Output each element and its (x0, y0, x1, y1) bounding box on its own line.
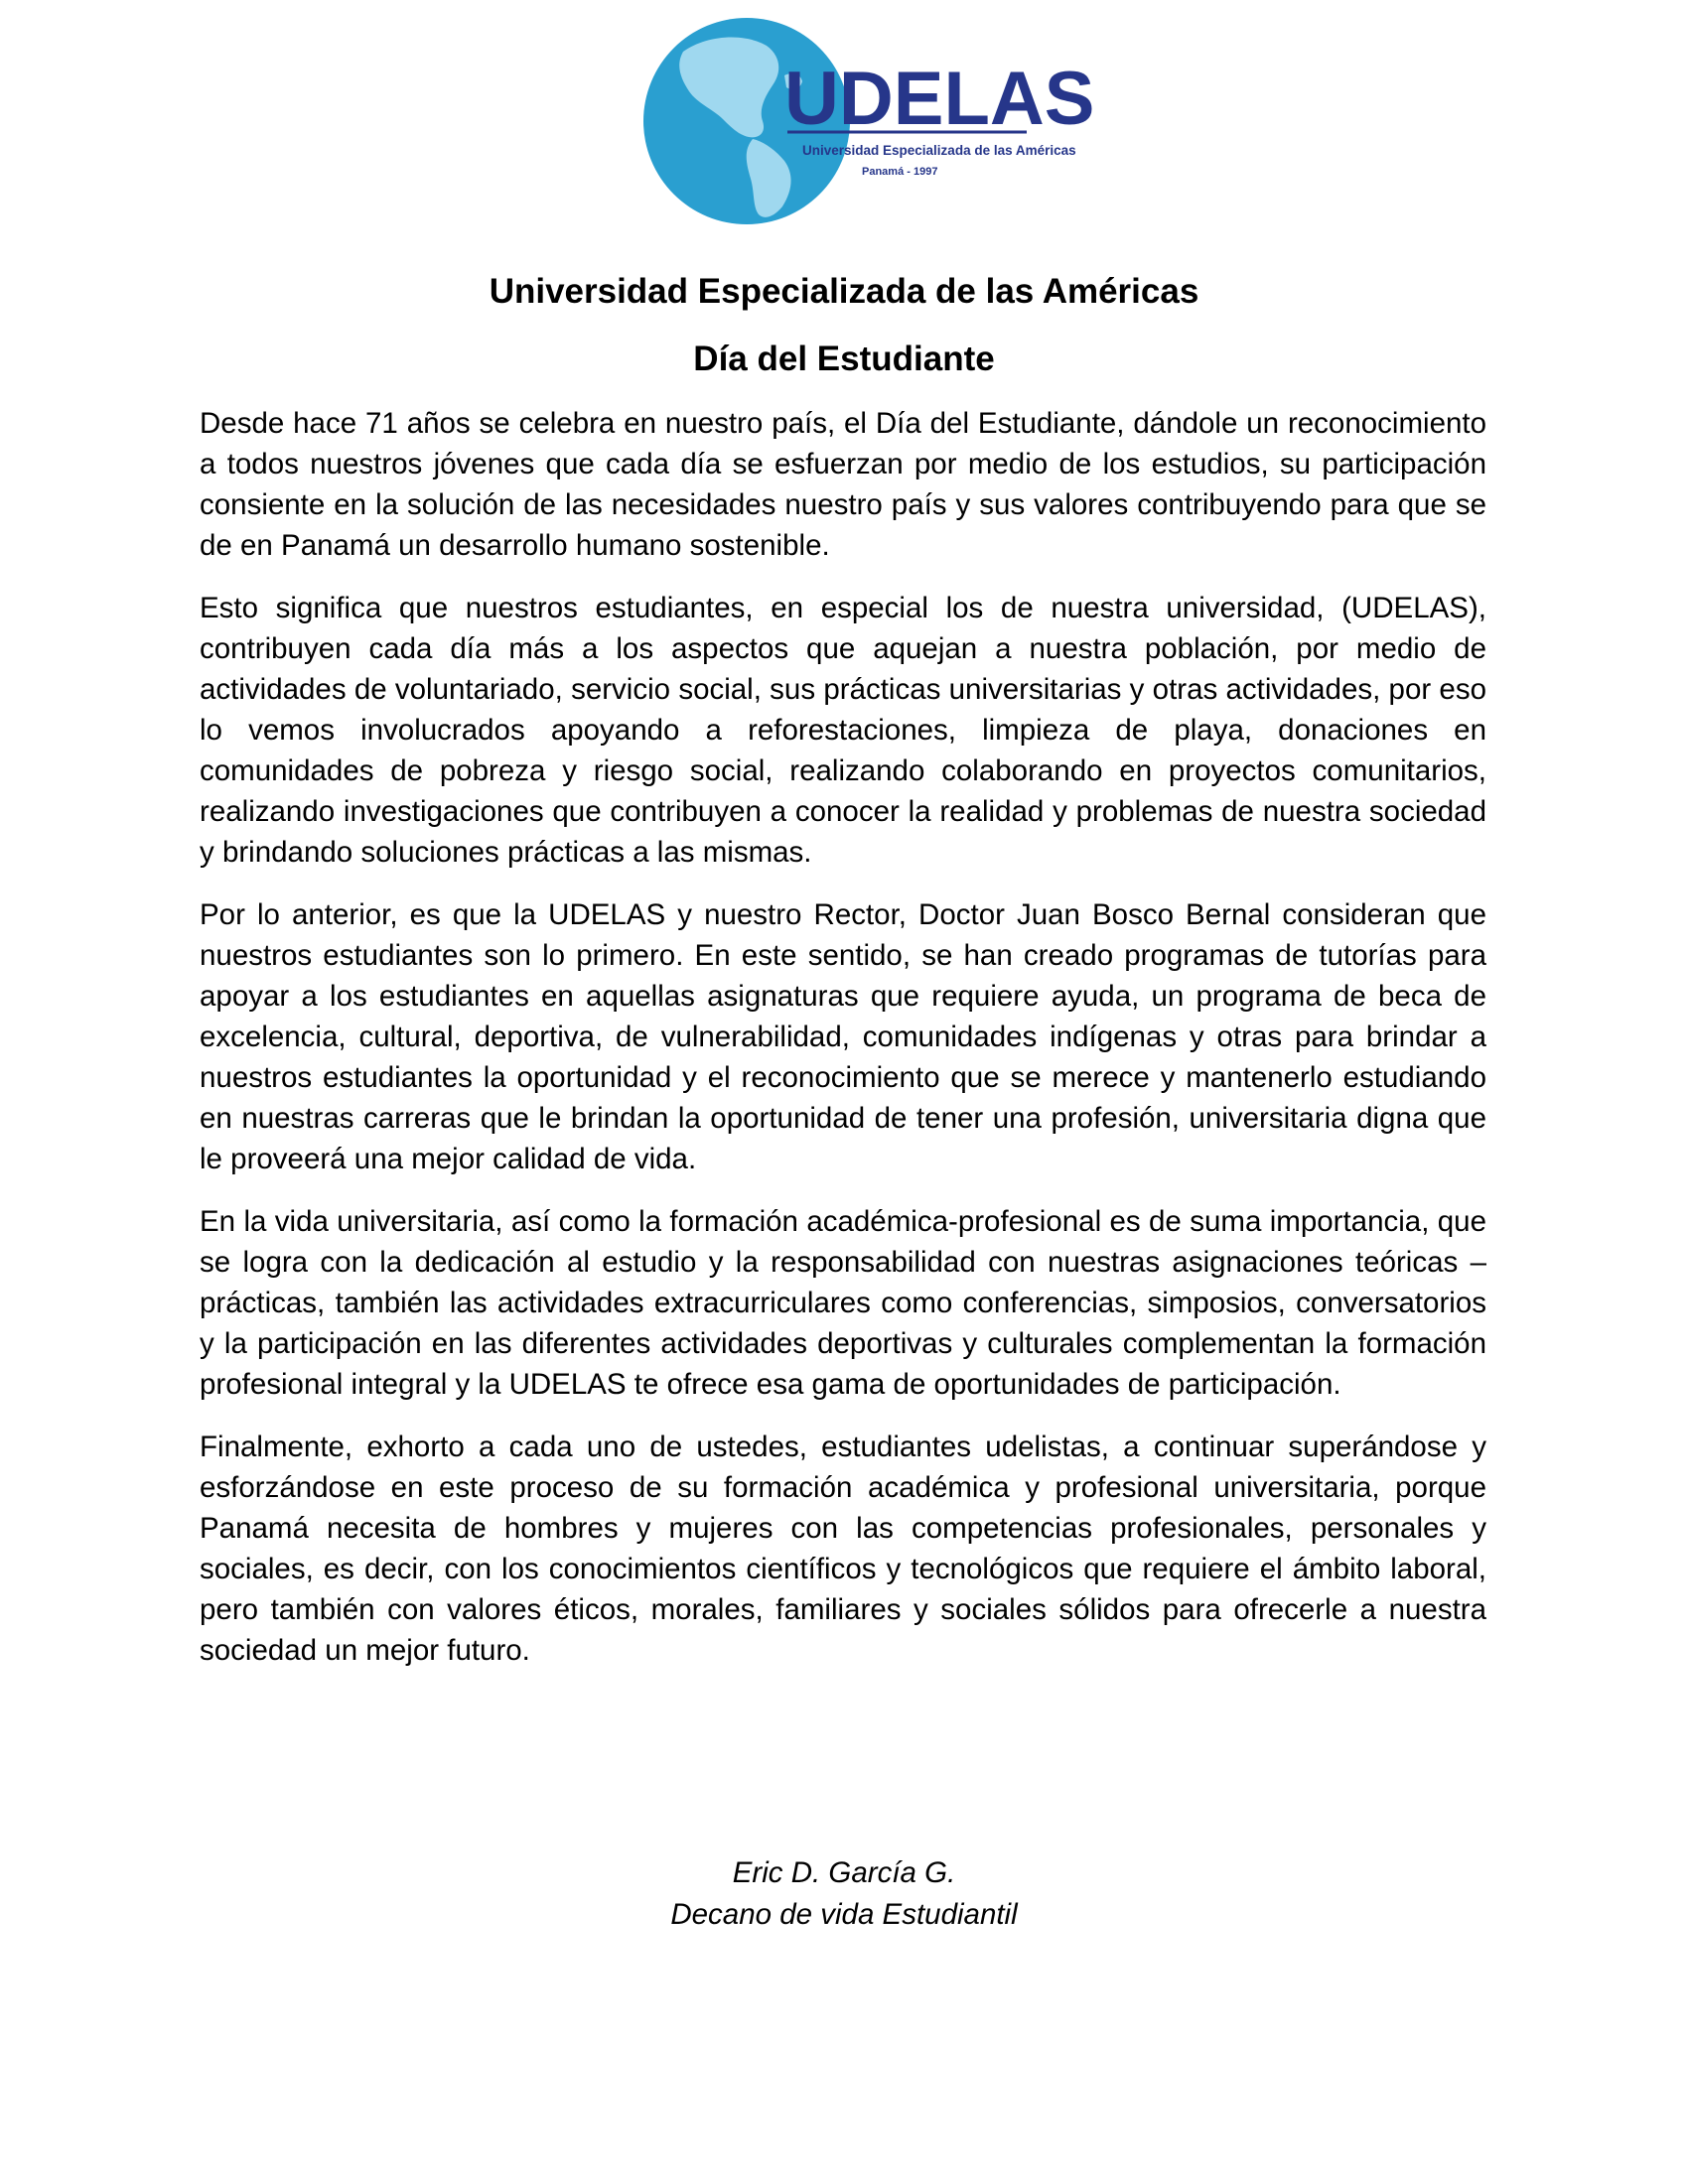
paragraph: Por lo anterior, es que la UDELAS y nuestro Rector, Doctor Juan Bosco Bernal consideran que nuestros estudiantes son lo primero. En este sentido, se han creado programas de tutorías para apoyar a los estudiantes en aquellas asignaturas que requiere ayuda, un programa de beca de excelencia, cultural, deportiva, de vulnerabilidad, comunidades indígenas y otras para brindar a nuestros estudiantes la oportunidad y el reconocimiento que se merece y mantenerlo estudiando en nuestras carreras que le brindan la oportunidad de tener una profesión, universitaria digna que le proveerá una mejor calidad de vida. (200, 898, 1486, 1175)
signer-position: Decano de vida Estudiantil (670, 1898, 1018, 1931)
paragraph: Desde hace 71 años se celebra en nuestro país, el Día del Estudiante, dándole un reconocimiento a todos nuestros jóvenes que cada día se esfuerzan por medio de los estudios, su participación consiente en la solución de las necesidades nuestro país y sus valores contribuyendo para que se de en Panamá un desarrollo humano sostenible. (200, 407, 1486, 562)
paragraph: En la vida universitaria, así como la formación académica-profesional es de suma importancia, que se logra con la dedicación al estudio y la responsabilidad con nuestras asignaciones teóricas – prácticas, también las actividades extracurriculares como conferencias, simposios, conversatorios y la participación en las diferentes actividades deportivas y culturales complementan la formación profesional integral y la UDELAS te ofrece esa gama de oportunidades de participación. (200, 1205, 1486, 1401)
udelas-logo (635, 12, 1095, 230)
page-subtitle: Día del Estudiante (693, 340, 995, 378)
paragraph: Esto significa que nuestros estudiantes, en especial los de nuestra universidad, (UDELAS), contribuyen cada día más a los aspectos que aquejan a nuestra población, por medio de actividades de voluntariado, servicio social, sus prácticas universitarias y otras actividades, por eso lo vemos involucrados apoyando a reforestaciones, limpieza de playa, donaciones en comunidades de pobreza y riesgo social, realizando colaborando en proyectos comunitarios, realizando investigaciones que contribuyen a conocer la realidad y problemas de nuestra sociedad y brindando soluciones prácticas a las mismas. (200, 592, 1486, 869)
globe-logo-icon (635, 12, 1095, 230)
logo-full-name: Universidad Especializada de las Américas (802, 143, 1076, 158)
university-title: Universidad Especializada de las Américas (489, 272, 1199, 311)
logo-founding: Panamá - 1997 (862, 166, 938, 178)
letter-body (200, 403, 1486, 1693)
logo-wordmark: UDELAS (784, 57, 1095, 141)
paragraph: Finalmente, exhorto a cada uno de ustedes, estudiantes udelistas, a continuar superándose y esforzándose en este proceso de su formación académica y profesional universitaria, porque Panamá necesita de hombres y mujeres con las competencias profesionales, personales y sociales, es decir, con los conocimientos científicos y tecnológicos que requiere el ámbito laboral, pero también con valores éticos, morales, familiares y sociales sólidos para ofrecerle a nuestra sociedad un mejor futuro. (200, 1431, 1486, 1667)
signature-block (0, 1852, 1688, 1936)
signer-name: Eric D. García G. (732, 1856, 956, 1889)
